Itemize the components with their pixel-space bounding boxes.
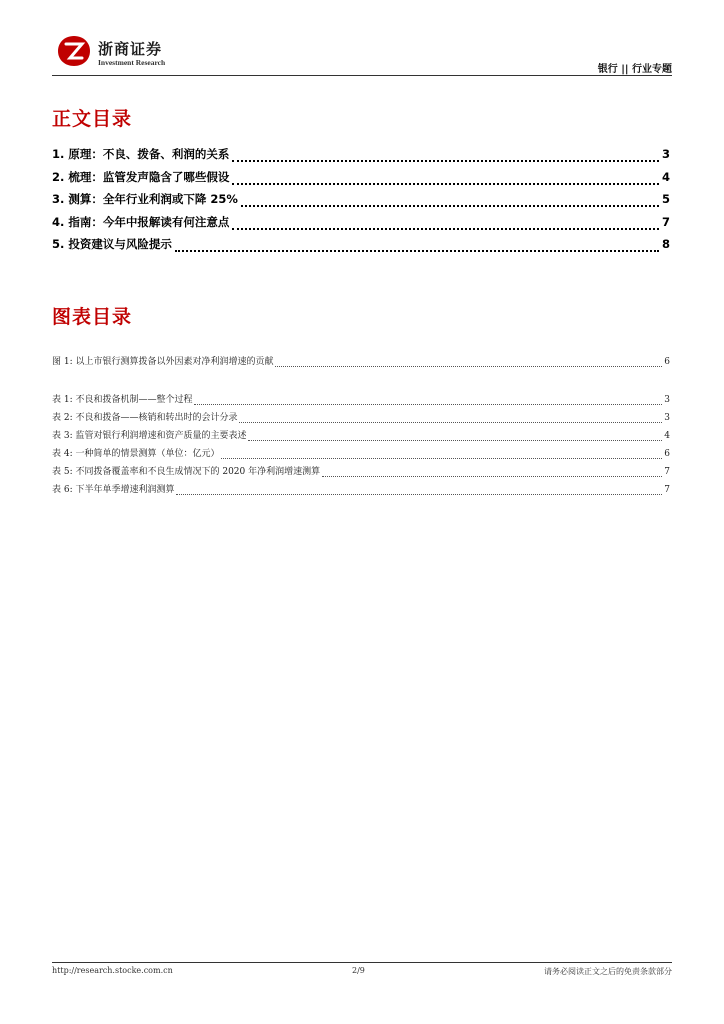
dot-leader (241, 197, 659, 207)
toc-entry-label: 4. 指南：今年中报解读有何注意点 (52, 214, 230, 229)
toc-entry-page: 8 (661, 237, 670, 251)
table-toc-entry-page: 7 (664, 485, 670, 495)
table-toc-entry-page: 3 (664, 413, 670, 423)
logo-icon (56, 34, 92, 68)
table-toc-entry-page: 6 (664, 449, 670, 459)
text-toc (52, 146, 670, 259)
dot-leader (275, 360, 662, 367)
dot-leader (232, 220, 659, 230)
toc-entry[interactable] (52, 146, 670, 169)
table-toc-entry-label: 表 1: 不良和拨备机制——整个过程 (52, 395, 193, 405)
figure-toc-entry[interactable] (52, 354, 670, 372)
table-toc-entry-page: 3 (664, 395, 670, 405)
toc-entry[interactable] (52, 214, 670, 237)
table-toc-entry[interactable] (52, 428, 670, 446)
logo-english-name: Investment Research (98, 58, 166, 67)
page-header (52, 30, 672, 76)
table-toc-entry[interactable] (52, 392, 670, 410)
figure-toc-entry-page: 6 (664, 357, 670, 367)
chart-toc-title: 图表目录 (52, 306, 133, 328)
toc-entry[interactable] (52, 191, 670, 214)
dot-leader (176, 488, 662, 495)
table-toc-entry[interactable] (52, 410, 670, 428)
table-toc-entry-label: 表 5: 不同拨备覆盖率和不良生成情况下的 2020 年净利润增速测算 (52, 467, 321, 477)
logo-chinese-name: 浙商证券 (98, 40, 163, 58)
footer-divider (52, 962, 672, 963)
table-toc-entry-label: 表 3: 监管对银行利润增速和资产质量的主要表述 (52, 431, 247, 441)
toc-entry-page: 7 (661, 214, 670, 229)
toc-entry[interactable] (52, 169, 670, 192)
footer-disclaimer: 请务必阅读正文之后的免责条款部分 (544, 967, 672, 976)
dot-leader (322, 470, 662, 477)
toc-entry-page: 4 (661, 169, 670, 184)
table-toc-entry-label: 表 2: 不良和拨备——核销和转出时的会计分录 (52, 413, 238, 423)
figure-toc (52, 354, 670, 372)
dot-leader (194, 398, 662, 405)
dot-leader (232, 175, 659, 185)
dot-leader (175, 242, 659, 252)
text-toc-title: 正文目录 (52, 108, 133, 130)
dot-leader (248, 434, 662, 441)
figure-toc-entry-label: 图 1: 以上市银行测算拨备以外因素对净利润增速的贡献 (52, 357, 274, 367)
toc-entry-label: 1. 原理：不良、拨备、利润的关系 (52, 147, 230, 161)
dot-leader (239, 416, 662, 423)
table-toc-entry-page: 4 (664, 431, 670, 441)
toc-entry-label: 2. 梳理：监管发声隐含了哪些假设 (52, 169, 230, 184)
toc-entry-page: 3 (661, 147, 670, 161)
toc-entry-label: 3. 测算：全年行业利润或下降 25% (52, 192, 238, 206)
page-number: 2/9 (352, 966, 365, 975)
table-toc-entry-label: 表 4: 一种简单的情景测算（单位：亿元） (52, 449, 220, 459)
toc-entry-label: 5. 投资建议与风险提示 (52, 237, 172, 251)
dot-leader (232, 152, 659, 162)
table-toc-entry[interactable] (52, 482, 670, 500)
table-toc-entry-page: 7 (664, 467, 670, 477)
table-toc-entry[interactable] (52, 446, 670, 464)
toc-entry-page: 5 (661, 192, 670, 206)
table-toc-entry-label: 表 6: 下半年单季增速利润测算 (52, 485, 175, 495)
header-divider (52, 75, 672, 76)
toc-entry[interactable] (52, 236, 670, 259)
table-toc (52, 392, 670, 500)
footer-url[interactable]: http://research.stocke.com.cn (52, 966, 173, 975)
table-toc-entry[interactable] (52, 464, 670, 482)
dot-leader (221, 452, 662, 459)
report-category: 银行 || 行业专题 (597, 64, 672, 75)
